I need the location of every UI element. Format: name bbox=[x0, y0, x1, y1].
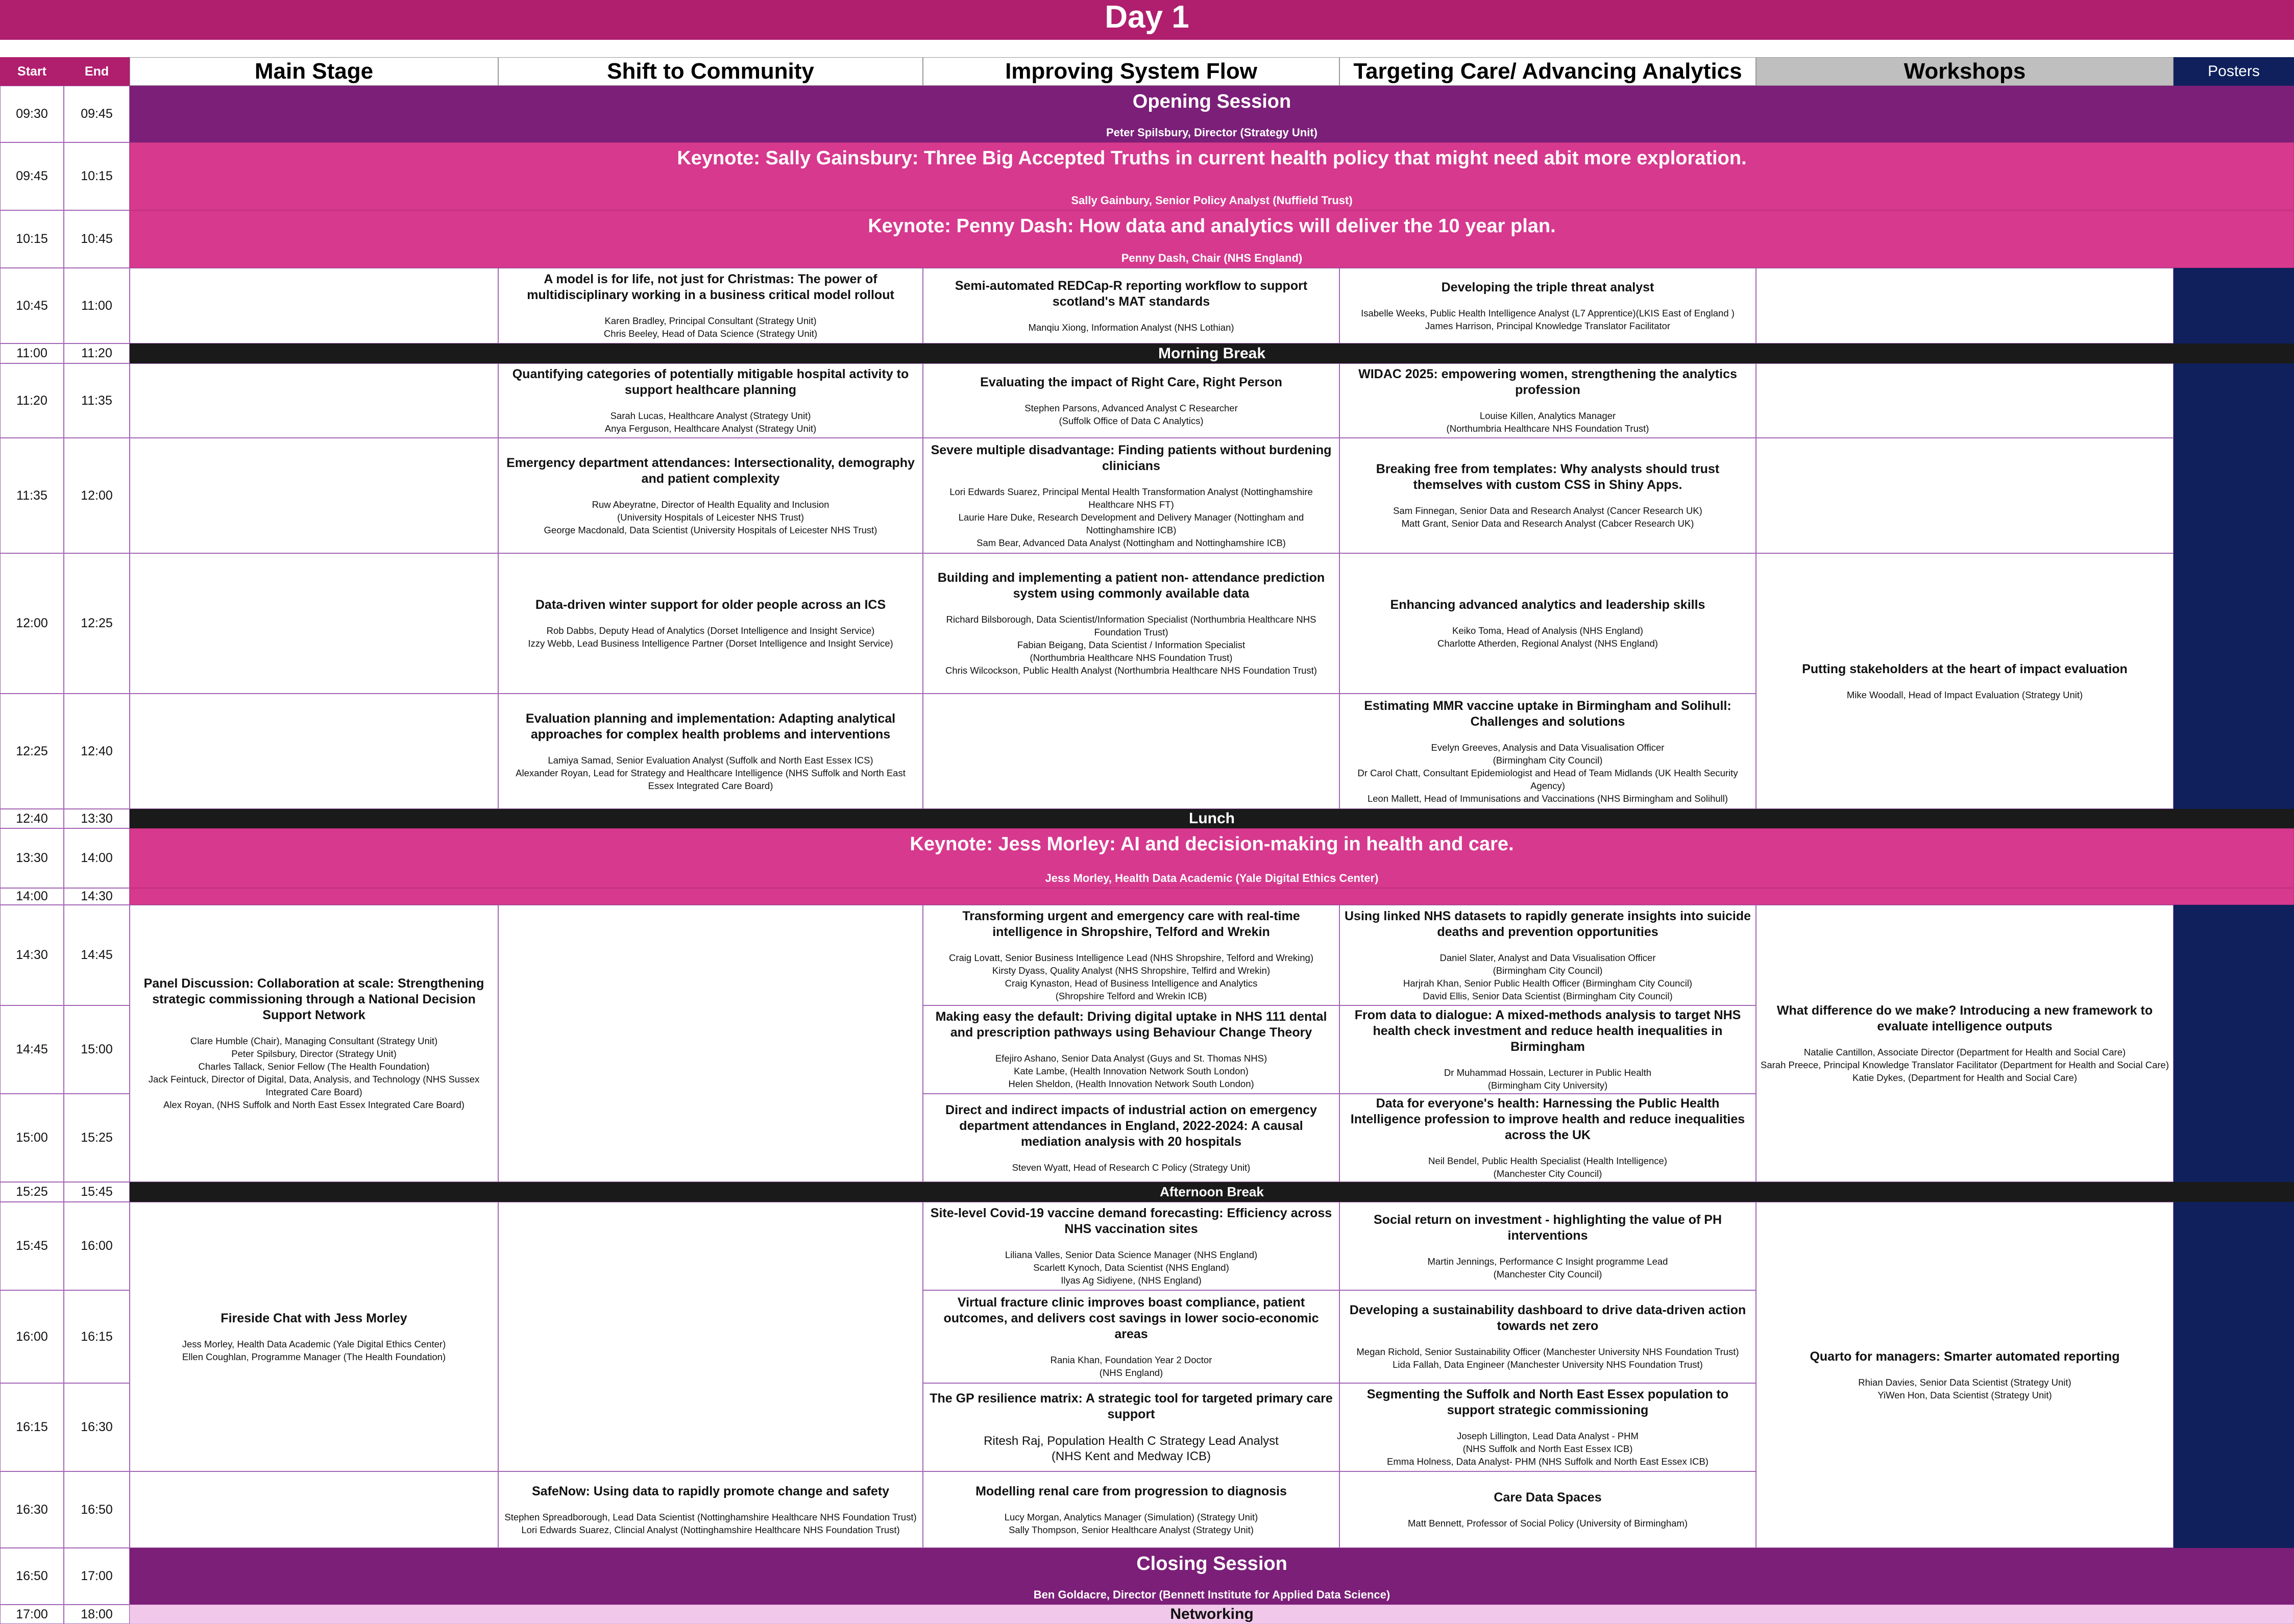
session-card[interactable] bbox=[1339, 1383, 1756, 1471]
opening-session bbox=[130, 86, 2294, 142]
start-time: 16:30 bbox=[0, 1471, 64, 1548]
end-time: 12:25 bbox=[64, 553, 130, 694]
session-card[interactable] bbox=[498, 553, 923, 694]
session-speakers: Peter Spilsbury, Director (Strategy Unit) bbox=[1106, 126, 1317, 139]
session-title: Fireside Chat with Jess Morley bbox=[221, 1311, 407, 1325]
start-time: 15:25 bbox=[0, 1182, 64, 1202]
start-time: 15:00 bbox=[0, 1094, 64, 1182]
session-speakers: Matt Bennett, Professor of Social Policy (University of Birmingham) bbox=[1408, 1518, 1688, 1529]
workshop-card[interactable] bbox=[1756, 553, 2174, 809]
session-title: Data for everyone's health: Harnessing the Public Health Intelligence profession to improve health and reduce inequalities across the UK bbox=[1350, 1096, 1745, 1142]
schedule-grid bbox=[0, 57, 2294, 1622]
session-speakers: Evelyn Greeves, Analysis and Data Visualisation Officer (Birmingham City Council) Dr Carol Chatt, Consultant Epidemiologist and Head of Team Midlands (UK Health Security Agency) Leon Mallett, Head of Immunisations and Vaccinations (NHS Birmingham and Solihull) bbox=[1357, 742, 1738, 804]
workshop-card[interactable] bbox=[1756, 1202, 2174, 1548]
end-time: 10:15 bbox=[64, 142, 130, 210]
session-card[interactable] bbox=[923, 1202, 1339, 1290]
panel-card[interactable] bbox=[130, 905, 498, 1182]
session-title: Evaluation planning and implementation: Adapting analytical approaches for complex health problems and interventions bbox=[525, 711, 896, 742]
poster-slot bbox=[2174, 1290, 2294, 1383]
end-time: 14:30 bbox=[64, 888, 130, 905]
session-speakers: Clare Humble (Chair), Managing Consultant (Strategy Unit) Peter Spilsbury, Director (Strategy Unit) Charles Tallack, Senior Fellow (The Health Foundation) Jack Feintuck, Director of Digital, Data, Analysis, and Technology (NHS Sussex Integrated Care Board) Alex Royan, (NHS Suffolk and North East Essex Integrated Care Board) bbox=[148, 1036, 480, 1110]
end-time: 16:30 bbox=[64, 1383, 130, 1471]
closing-session bbox=[130, 1548, 2294, 1605]
start-time: 14:00 bbox=[0, 888, 64, 905]
empty-slot bbox=[1756, 438, 2174, 553]
end-time: 14:45 bbox=[64, 905, 130, 1005]
header-targeting-care: Targeting Care/ Advancing Analytics bbox=[1339, 57, 1756, 86]
session-card[interactable] bbox=[923, 905, 1339, 1005]
session-title: Site-level Covid-19 vaccine demand forecasting: Efficiency across NHS vaccination sites bbox=[930, 1206, 1332, 1236]
poster-slot bbox=[2174, 694, 2294, 809]
session-speakers: Dr Muhammad Hossain, Lecturer in Public Health (Birmingham City University) bbox=[1444, 1067, 1652, 1091]
end-time: 15:45 bbox=[64, 1182, 130, 1202]
start-time: 12:25 bbox=[0, 694, 64, 809]
session-speakers: Liliana Valles, Senior Data Science Manager (NHS England) Scarlett Kynoch, Data Scientist (NHS England) Ilyas Ag Sidiyene, (NHS England) bbox=[1005, 1249, 1258, 1286]
start-time: 17:00 bbox=[0, 1605, 64, 1624]
end-time: 14:00 bbox=[64, 828, 130, 888]
start-time: 16:15 bbox=[0, 1383, 64, 1471]
session-title: WIDAC 2025: empowering women, strengthening the analytics profession bbox=[1358, 367, 1737, 397]
session-speakers: Craig Lovatt, Senior Business Intelligence Lead (NHS Shropshire, Telford and Wreking) Kirsty Dyass, Quality Analyst (NHS Shropshire, Telfird and Wrekin) Craig Kynaston, Head of Business Intelligence and Analytics (Shropshire Telford and Wrekin ICB) bbox=[949, 952, 1313, 1001]
session-card[interactable] bbox=[923, 553, 1339, 694]
empty-slot bbox=[1756, 268, 2174, 343]
session-speakers: Ritesh Raj, Population Health C Strategy Lead Analyst (NHS Kent and Medway ICB) bbox=[984, 1434, 1279, 1463]
header-workshops: Workshops bbox=[1756, 57, 2174, 86]
session-speakers: Sarah Lucas, Healthcare Analyst (Strategy Unit) Anya Ferguson, Healthcare Analyst (Strategy Unit) bbox=[604, 410, 817, 434]
end-time: 16:15 bbox=[64, 1290, 130, 1383]
end-time: 17:00 bbox=[64, 1548, 130, 1605]
poster-slot bbox=[2174, 438, 2294, 553]
keynote-session bbox=[130, 828, 2294, 888]
session-title: Opening Session bbox=[1132, 91, 1291, 112]
end-time: 11:00 bbox=[64, 268, 130, 343]
start-time: 10:45 bbox=[0, 268, 64, 343]
session-title: Quantifying categories of potentially mitigable hospital activity to support healthcare planning bbox=[512, 367, 909, 397]
end-time: 15:25 bbox=[64, 1094, 130, 1182]
start-time: 15:45 bbox=[0, 1202, 64, 1290]
start-time: 09:30 bbox=[0, 86, 64, 142]
empty-slot bbox=[130, 268, 498, 343]
header-start: Start bbox=[0, 57, 64, 86]
end-time: 12:40 bbox=[64, 694, 130, 809]
session-card[interactable] bbox=[923, 268, 1339, 343]
session-speakers: Keiko Toma, Head of Analysis (NHS England) Charlotte Atherden, Regional Analyst (NHS England) bbox=[1437, 625, 1658, 649]
session-card[interactable] bbox=[498, 438, 923, 553]
session-speakers: Richard Bilsborough, Data Scientist/Information Specialist (Northumbria Healthcare NHS Foundation Trust) Fabian Beigang, Data Scientist / Information Specialist (Northumbria Healthcare NHS Foundation Trust) Chris Wilcockson, Public Health Analyst (Northumbria Healthcare NHS Foundation Trust) bbox=[945, 614, 1317, 676]
session-card[interactable] bbox=[1339, 363, 1756, 438]
session-card[interactable] bbox=[1339, 553, 1756, 694]
end-time: 13:30 bbox=[64, 809, 130, 828]
session-title: Emergency department attendances: Intersectionality, demography and patient complexity bbox=[506, 455, 915, 486]
session-speakers: Martin Jennings, Performance C Insight programme Lead (Manchester City Council) bbox=[1427, 1256, 1668, 1279]
fireside-chat-card[interactable] bbox=[130, 1202, 498, 1471]
start-time: 16:00 bbox=[0, 1290, 64, 1383]
session-card[interactable] bbox=[1339, 1094, 1756, 1182]
end-time: 18:00 bbox=[64, 1605, 130, 1624]
workshop-card[interactable] bbox=[1756, 905, 2174, 1182]
session-speakers: Karen Bradley, Principal Consultant (Strategy Unit) Chris Beeley, Head of Data Science (Strategy Unit) bbox=[603, 315, 818, 339]
session-speakers: Daniel Slater, Analyst and Data Visualisation Officer (Birmingham City Council) Harjrah Khan, Senior Public Health Officer (Birmingham City Council) David Ellis, Senior Data Scientist (Birmingham City Council) bbox=[1403, 952, 1693, 1001]
session-speakers: Ben Goldacre, Director (Bennett Institute for Applied Data Science) bbox=[1033, 1588, 1390, 1601]
poster-slot bbox=[2174, 1202, 2294, 1290]
session-speakers: Sam Finnegan, Senior Data and Research Analyst (Cancer Research UK) Matt Grant, Senior Data and Research Analyst (Cabcer Research UK) bbox=[1393, 505, 1702, 529]
header-main-stage: Main Stage bbox=[130, 57, 498, 86]
afternoon-break: Afternoon Break bbox=[130, 1182, 2294, 1202]
session-speakers: Neil Bendel, Public Health Specialist (Health Intelligence) (Manchester City Council) bbox=[1428, 1155, 1667, 1179]
session-card[interactable] bbox=[923, 1094, 1339, 1182]
session-speakers: Jess Morley, Health Data Academic (Yale Digital Ethics Center) Ellen Coughlan, Programme Manager (The Health Foundation) bbox=[182, 1338, 446, 1362]
session-speakers: Jess Morley, Health Data Academic (Yale Digital Ethics Center) bbox=[1045, 872, 1379, 884]
session-speakers: Isabelle Weeks, Public Health Intelligence Analyst (L7 Apprentice)(LKIS East of England ) James Harrison, Principal Knowledge Translator Facilitator bbox=[1361, 307, 1735, 331]
session-title: Care Data Spaces bbox=[1494, 1490, 1602, 1505]
session-title: Modelling renal care from progression to diagnosis bbox=[975, 1484, 1287, 1498]
session-title: Evaluating the impact of Right Care, Right Person bbox=[980, 375, 1282, 389]
morning-break: Morning Break bbox=[130, 343, 2294, 363]
poster-slot bbox=[2174, 1094, 2294, 1182]
session-title: Keynote: Penny Dash: How data and analytics will deliver the 10 year plan. bbox=[868, 215, 1556, 237]
empty-slot bbox=[130, 438, 498, 553]
session-card[interactable] bbox=[1339, 1471, 1756, 1548]
end-time: 16:50 bbox=[64, 1471, 130, 1548]
poster-slot bbox=[2174, 905, 2294, 1005]
session-speakers: Lucy Morgan, Analytics Manager (Simulation) (Strategy Unit) Sally Thompson, Senior Healthcare Analyst (Strategy Unit) bbox=[1004, 1511, 1258, 1535]
session-speakers: Stephen Parsons, Advanced Analyst C Researcher (Suffolk Office of Data C Analytics) bbox=[1024, 402, 1238, 426]
end-time: 10:45 bbox=[64, 210, 130, 268]
session-title: Direct and indirect impacts of industrial action on emergency department attendances in England, 2022-2024: A causal mediation analysis with 20 hospitals bbox=[945, 1102, 1317, 1149]
session-card[interactable] bbox=[923, 363, 1339, 438]
session-speakers: Louise Killen, Analytics Manager (Northumbria Healthcare NHS Foundation Trust) bbox=[1446, 410, 1649, 434]
session-title: From data to dialogue: A mixed-methods analysis to target NHS health check investment and reduce health inequalities in Birmingham bbox=[1354, 1008, 1741, 1054]
session-card[interactable] bbox=[923, 1005, 1339, 1094]
header-improving-system-flow: Improving System Flow bbox=[923, 57, 1339, 86]
session-title: Making easy the default: Driving digital uptake in NHS 111 dental and prescription pathways using Behaviour Change Theory bbox=[935, 1010, 1327, 1040]
networking: Networking bbox=[130, 1605, 2294, 1624]
start-time: 14:45 bbox=[0, 1005, 64, 1094]
poster-slot bbox=[2174, 363, 2294, 438]
poster-slot bbox=[2174, 553, 2294, 694]
session-speakers: Stephen Spreadborough, Lead Data Scientist (Nottinghamshire Healthcare NHS Foundation Trust) Lori Edwards Suarez, Clincial Analyst (Nottinghamshire Healthcare NHS Foundation Trust) bbox=[504, 1511, 917, 1535]
start-time: 16:50 bbox=[0, 1548, 64, 1605]
session-card[interactable] bbox=[1339, 1290, 1756, 1383]
keynote-session bbox=[130, 142, 2294, 210]
session-speakers: Rhian Davies, Senior Data Scientist (Strategy Unit) YiWen Hon, Data Scientist (Strategy Unit) bbox=[1858, 1376, 2071, 1400]
lunch-break: Lunch bbox=[130, 809, 2294, 828]
session-title: Estimating MMR vaccine uptake in Birmingham and Solihull: Challenges and solutions bbox=[1364, 698, 1731, 729]
start-time: 10:15 bbox=[0, 210, 64, 268]
session-title: Putting stakeholders at the heart of impact evaluation bbox=[1802, 661, 2128, 676]
session-speakers: Megan Richold, Senior Sustainability Officer (Manchester University NHS Foundation Trust) Lida Fallah, Data Engineer (Manchester University NHS Foundation Trust) bbox=[1356, 1346, 1739, 1370]
session-speakers: Ruw Abeyratne, Director of Health Equality and Inclusion (University Hospitals of Leicester NHS Trust) George Macdonald, Data Scientist (University Hospitals of Leicester NHS Trust) bbox=[544, 499, 877, 535]
session-card[interactable] bbox=[1339, 1202, 1756, 1290]
end-time: 12:00 bbox=[64, 438, 130, 553]
empty-slot bbox=[923, 694, 1339, 809]
session-speakers: Manqiu Xiong, Information Analyst (NHS Lothian) bbox=[1028, 322, 1234, 333]
session-card[interactable] bbox=[1339, 905, 1756, 1005]
session-speakers: Rania Khan, Foundation Year 2 Doctor (NHS England) bbox=[1050, 1354, 1212, 1378]
day-title: Day 1 bbox=[0, 0, 2294, 40]
keynote-continuation bbox=[130, 888, 2294, 905]
session-card[interactable] bbox=[498, 268, 923, 343]
empty-slot bbox=[130, 553, 498, 694]
session-title: Panel Discussion: Collaboration at scale: Strengthening strategic commissioning through a National Decision Support Network bbox=[143, 976, 484, 1022]
session-title: Keynote: Sally Gainsbury: Three Big Accepted Truths in current health policy that might need abit more exploration. bbox=[677, 147, 1747, 169]
end-time: 09:45 bbox=[64, 86, 130, 142]
end-time: 16:00 bbox=[64, 1202, 130, 1290]
poster-slot bbox=[2174, 1471, 2294, 1548]
session-speakers: Penny Dash, Chair (NHS England) bbox=[1121, 252, 1303, 264]
session-card[interactable] bbox=[1339, 438, 1756, 553]
start-time: 12:00 bbox=[0, 553, 64, 694]
start-time: 12:40 bbox=[0, 809, 64, 828]
keynote-session bbox=[130, 210, 2294, 268]
empty-slot bbox=[498, 1202, 923, 1471]
end-time: 15:00 bbox=[64, 1005, 130, 1094]
start-time: 11:00 bbox=[0, 343, 64, 363]
poster-slot bbox=[2174, 1005, 2294, 1094]
session-speakers: Lamiya Samad, Senior Evaluation Analyst (Suffolk and North East Essex ICS) Alexander Royan, Lead for Strategy and Healthcare Intelligence (NHS Suffolk and North East Essex Integrated Care Board) bbox=[516, 754, 906, 791]
session-title: Breaking free from templates: Why analysts should trust themselves with custom CSS in Shiny Apps. bbox=[1376, 462, 1720, 492]
session-title: Enhancing advanced analytics and leadership skills bbox=[1390, 598, 1705, 612]
session-speakers: Rob Dabbs, Deputy Head of Analytics (Dorset Intelligence and Insight Service) Izzy Webb, Lead Business Intelligence Partner (Dorset Intelligence and Insight Service) bbox=[528, 625, 893, 649]
start-time: 13:30 bbox=[0, 828, 64, 888]
session-card[interactable] bbox=[498, 694, 923, 809]
session-card[interactable] bbox=[498, 1471, 923, 1548]
start-time: 11:35 bbox=[0, 438, 64, 553]
empty-slot bbox=[130, 1471, 498, 1548]
session-title: SafeNow: Using data to rapidly promote change and safety bbox=[531, 1484, 890, 1498]
header-shift-to-community: Shift to Community bbox=[498, 57, 923, 86]
session-card[interactable] bbox=[1339, 694, 1756, 809]
poster-slot bbox=[2174, 268, 2294, 343]
session-title: Data-driven winter support for older people across an ICS bbox=[535, 598, 886, 612]
header-posters: Posters bbox=[2174, 57, 2294, 86]
session-title: Virtual fracture clinic improves boast compliance, patient outcomes, and delivers cost savings in lower socio-economic areas bbox=[943, 1295, 1319, 1341]
end-time: 11:35 bbox=[64, 363, 130, 438]
session-title: Segmenting the Suffolk and North East Essex population to support strategic commissioning bbox=[1366, 1387, 1729, 1417]
session-speakers: Mike Woodall, Head of Impact Evaluation (Strategy Unit) bbox=[1846, 689, 2083, 700]
session-card[interactable] bbox=[1339, 268, 1756, 343]
header-end: End bbox=[64, 57, 130, 86]
session-title: Closing Session bbox=[1136, 1553, 1287, 1574]
session-title: Severe multiple disadvantage: Finding patients without burdening clinicians bbox=[931, 442, 1332, 473]
session-card[interactable] bbox=[923, 438, 1339, 553]
session-title: A model is for life, not just for Christmas: The power of multidisciplinary working in a business critical model rollout bbox=[527, 272, 894, 302]
empty-slot bbox=[130, 363, 498, 438]
session-title: Transforming urgent and emergency care with real-time intelligence in Shropshire, Telford and Wrekin bbox=[962, 908, 1300, 939]
session-title: Building and implementing a patient non- attendance prediction system using commonly available data bbox=[937, 571, 1325, 601]
session-title: Developing a sustainability dashboard to drive data-driven action towards net zero bbox=[1349, 1303, 1746, 1333]
session-card[interactable] bbox=[923, 1471, 1339, 1548]
session-title: Semi-automated REDCap-R reporting workflow to support scotland's MAT standards bbox=[955, 278, 1308, 309]
empty-slot bbox=[130, 694, 498, 809]
start-time: 11:20 bbox=[0, 363, 64, 438]
session-card[interactable] bbox=[923, 1383, 1339, 1471]
end-time: 11:20 bbox=[64, 343, 130, 363]
session-card[interactable] bbox=[498, 363, 923, 438]
session-card[interactable] bbox=[923, 1290, 1339, 1383]
session-title: Quarto for managers: Smarter automated reporting bbox=[1810, 1349, 2120, 1364]
empty-slot bbox=[498, 905, 923, 1182]
start-time: 14:30 bbox=[0, 905, 64, 1005]
start-time: 09:45 bbox=[0, 142, 64, 210]
poster-slot bbox=[2174, 1383, 2294, 1471]
empty-slot bbox=[1756, 363, 2174, 438]
session-speakers: Natalie Cantillon, Associate Director (Department for Health and Social Care) Sarah Preece, Principal Knowledge Translator Facilitator (Department for Health and Social Care) Katie Dykes, (Department for Health and Social Care) bbox=[1761, 1047, 2169, 1083]
session-speakers: Joseph Lillington, Lead Data Analyst - PHM (NHS Suffolk and North East Essex ICB) Emma Holness, Data Analyst- PHM (NHS Suffolk and North East Essex ICB) bbox=[1387, 1431, 1709, 1467]
session-card[interactable] bbox=[1339, 1005, 1756, 1094]
session-speakers: Sally Gainbury, Senior Policy Analyst (Nuffield Trust) bbox=[1071, 194, 1353, 207]
session-title: Using linked NHS datasets to rapidly generate insights into suicide deaths and prevention opportunities bbox=[1345, 908, 1751, 939]
session-speakers: Efejiro Ashano, Senior Data Analyst (Guys and St. Thomas NHS) Kate Lambe, (Health Innovation Network South London) Helen Sheldon, (Health Innovation Network South London) bbox=[995, 1053, 1267, 1089]
session-title: Developing the triple threat analyst bbox=[1441, 280, 1654, 294]
session-speakers: Lori Edwards Suarez, Principal Mental Health Transformation Analyst (Nottinghamshire Healthcare NHS FT) Laurie Hare Duke, Research Development and Delivery Manager (Nottingham and Nottinghamshire ICB) Sam Bear, Advanced Data Analyst (Nottingham and Nottinghamshire ICB) bbox=[949, 486, 1313, 548]
session-title: The GP resilience matrix: A strategic tool for targeted primary care support bbox=[930, 1391, 1333, 1421]
session-speakers: Steven Wyatt, Head of Research C Policy (Strategy Unit) bbox=[1012, 1162, 1251, 1173]
session-title: Keynote: Jess Morley: AI and decision-making in health and care. bbox=[910, 833, 1514, 855]
session-title: Social return on investment - highlighting the value of PH interventions bbox=[1374, 1212, 1722, 1243]
session-title: What difference do we make? Introducing a new framework to evaluate intelligence outputs bbox=[1776, 1003, 2153, 1034]
